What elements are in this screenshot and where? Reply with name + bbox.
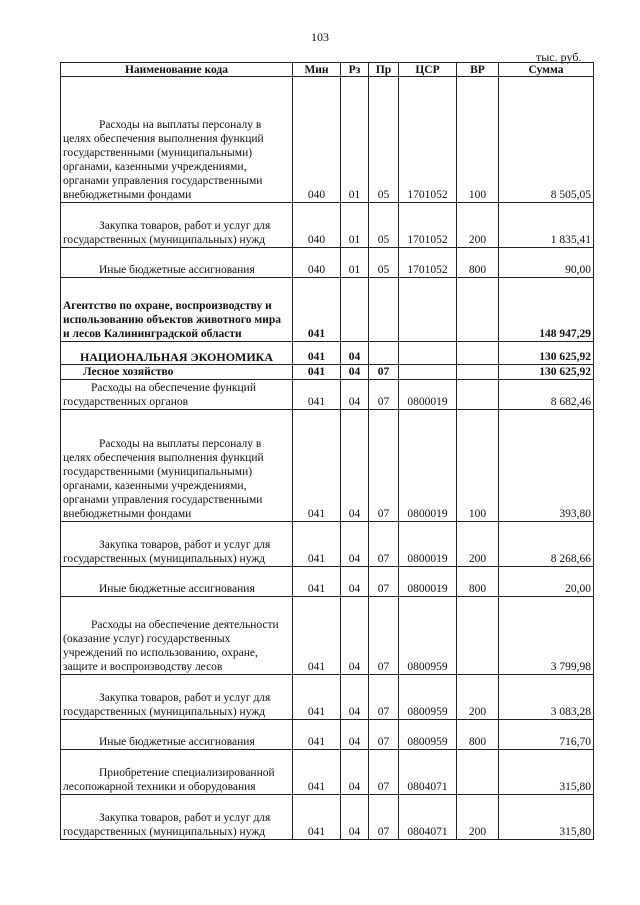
- cell-sum: 8 505,05: [499, 77, 594, 203]
- cell-pr: 07: [369, 365, 399, 380]
- cell-rz: 04: [341, 795, 369, 840]
- row-name: Иные бюджетные ассигнования: [61, 248, 293, 278]
- cell-csr: [399, 278, 457, 342]
- cell-csr: 0800959: [399, 675, 457, 720]
- cell-vr: [457, 342, 499, 365]
- cell-sum: 8 268,66: [499, 522, 594, 567]
- cell-sum: 20,00: [499, 567, 594, 597]
- cell-vr: 200: [457, 795, 499, 840]
- cell-rz: 04: [341, 567, 369, 597]
- cell-vr: 800: [457, 248, 499, 278]
- cell-vr: [457, 597, 499, 675]
- table-row-subsection: [61, 365, 594, 380]
- cell-rz: 04: [341, 380, 369, 410]
- cell-vr: [457, 380, 499, 410]
- cell-pr: 07: [369, 567, 399, 597]
- column-header: ВР: [457, 63, 499, 77]
- cell-vr: 800: [457, 720, 499, 750]
- cell-min: 041: [293, 720, 341, 750]
- table-row: [61, 567, 594, 597]
- cell-sum: 393,80: [499, 410, 594, 522]
- cell-rz: 04: [341, 410, 369, 522]
- cell-min: 040: [293, 248, 341, 278]
- cell-rz: 04: [341, 675, 369, 720]
- row-name: Расходы на выплаты персоналу в целях обеспечения выполнения функций государственными (муниципальными) органами, казенными учреждениями, органами управления государственными внебюджетными фондами: [61, 410, 293, 522]
- row-name: Закупка товаров, работ и услуг для государственных (муниципальных) нужд: [61, 203, 293, 248]
- cell-csr: 1701052: [399, 77, 457, 203]
- cell-csr: [399, 342, 457, 365]
- table-row: [61, 203, 594, 248]
- cell-vr: 800: [457, 567, 499, 597]
- cell-rz: 04: [341, 750, 369, 795]
- cell-rz: [341, 278, 369, 342]
- cell-pr: 07: [369, 675, 399, 720]
- cell-pr: 05: [369, 248, 399, 278]
- cell-min: 041: [293, 342, 341, 365]
- cell-vr: 100: [457, 77, 499, 203]
- cell-pr: 07: [369, 380, 399, 410]
- table-row: [61, 380, 594, 410]
- column-header: Мин: [293, 63, 341, 77]
- column-header: Рз: [341, 63, 369, 77]
- cell-min: 041: [293, 522, 341, 567]
- cell-min: 040: [293, 203, 341, 248]
- cell-pr: 07: [369, 720, 399, 750]
- row-name: Агентство по охране, воспроизводству и использованию объектов животного мира и лесов Калининградской области: [61, 278, 293, 342]
- cell-min: 041: [293, 365, 341, 380]
- budget-table: [60, 62, 594, 840]
- column-header: Сумма: [499, 63, 594, 77]
- page-number: 103: [311, 30, 329, 44]
- table-header-row: [61, 63, 594, 77]
- cell-csr: 1701052: [399, 203, 457, 248]
- cell-min: 041: [293, 278, 341, 342]
- cell-csr: 1701052: [399, 248, 457, 278]
- row-name: НАЦИОНАЛЬНАЯ ЭКОНОМИКА: [61, 342, 293, 365]
- row-name: Закупка товаров, работ и услуг для государственных (муниципальных) нужд: [61, 522, 293, 567]
- cell-rz: 01: [341, 248, 369, 278]
- row-name: Закупка товаров, работ и услуг для государственных (муниципальных) нужд: [61, 795, 293, 840]
- cell-rz: 04: [341, 720, 369, 750]
- table-row: [61, 597, 594, 675]
- cell-rz: 04: [341, 522, 369, 567]
- cell-vr: 200: [457, 203, 499, 248]
- cell-csr: 0804071: [399, 750, 457, 795]
- row-name: Иные бюджетные ассигнования: [61, 720, 293, 750]
- cell-min: 041: [293, 795, 341, 840]
- cell-sum: 716,70: [499, 720, 594, 750]
- row-name: Приобретение специализированной лесопожарной техники и оборудования: [61, 750, 293, 795]
- cell-vr: [457, 278, 499, 342]
- cell-sum: 90,00: [499, 248, 594, 278]
- row-name: Расходы на обеспечение деятельности (оказание услуг) государственных учреждений по использованию, охране, защите и воспроизводству лесов: [61, 597, 293, 675]
- cell-rz: 01: [341, 203, 369, 248]
- cell-vr: 200: [457, 675, 499, 720]
- table-row: [61, 750, 594, 795]
- cell-sum: 3 083,28: [499, 675, 594, 720]
- column-header: Наименование кода: [61, 63, 293, 77]
- column-header: ЦСР: [399, 63, 457, 77]
- cell-min: 041: [293, 567, 341, 597]
- table-row: [61, 248, 594, 278]
- cell-pr: 07: [369, 597, 399, 675]
- cell-min: 041: [293, 410, 341, 522]
- cell-csr: 0800019: [399, 567, 457, 597]
- cell-sum: 315,80: [499, 795, 594, 840]
- table-row: [61, 410, 594, 522]
- cell-csr: 0800959: [399, 720, 457, 750]
- row-name: Лесное хозяйство: [61, 365, 293, 380]
- cell-rz: 04: [341, 342, 369, 365]
- cell-vr: 100: [457, 410, 499, 522]
- cell-csr: 0804071: [399, 795, 457, 840]
- cell-pr: 07: [369, 795, 399, 840]
- cell-csr: 0800019: [399, 380, 457, 410]
- cell-vr: 200: [457, 522, 499, 567]
- cell-sum: 130 625,92: [499, 365, 594, 380]
- cell-csr: 0800019: [399, 410, 457, 522]
- table-row-agency: [61, 278, 594, 342]
- cell-sum: 315,80: [499, 750, 594, 795]
- column-header: Пр: [369, 63, 399, 77]
- cell-min: 041: [293, 675, 341, 720]
- cell-pr: 05: [369, 77, 399, 203]
- row-name: Иные бюджетные ассигнования: [61, 567, 293, 597]
- table-row: [61, 675, 594, 720]
- cell-rz: 04: [341, 365, 369, 380]
- cell-pr: [369, 342, 399, 365]
- cell-sum: 3 799,98: [499, 597, 594, 675]
- cell-csr: 0800959: [399, 597, 457, 675]
- table-row: [61, 77, 594, 203]
- cell-sum: 130 625,92: [499, 342, 594, 365]
- cell-min: 041: [293, 597, 341, 675]
- units-label: тыс. руб.: [536, 50, 582, 64]
- cell-vr: [457, 750, 499, 795]
- cell-pr: [369, 278, 399, 342]
- cell-pr: 05: [369, 203, 399, 248]
- cell-sum: 148 947,29: [499, 278, 594, 342]
- cell-sum: 8 682,46: [499, 380, 594, 410]
- cell-min: 040: [293, 77, 341, 203]
- cell-csr: 0800019: [399, 522, 457, 567]
- table-row: [61, 795, 594, 840]
- row-name: Расходы на обеспечение функций государственных органов: [61, 380, 293, 410]
- table-row: [61, 720, 594, 750]
- row-name: Закупка товаров, работ и услуг для государственных (муниципальных) нужд: [61, 675, 293, 720]
- cell-min: 041: [293, 750, 341, 795]
- table-row-section: [61, 342, 594, 365]
- cell-rz: 01: [341, 77, 369, 203]
- row-name: Расходы на выплаты персоналу в целях обеспечения выполнения функций государственными (муниципальными) органами, казенными учреждениями, органами управления государственными внебюджетными фондами: [61, 77, 293, 203]
- cell-pr: 07: [369, 522, 399, 567]
- cell-pr: 07: [369, 750, 399, 795]
- table-row: [61, 522, 594, 567]
- cell-rz: 04: [341, 597, 369, 675]
- cell-csr: [399, 365, 457, 380]
- cell-sum: 1 835,41: [499, 203, 594, 248]
- cell-vr: [457, 365, 499, 380]
- cell-min: 041: [293, 380, 341, 410]
- cell-pr: 07: [369, 410, 399, 522]
